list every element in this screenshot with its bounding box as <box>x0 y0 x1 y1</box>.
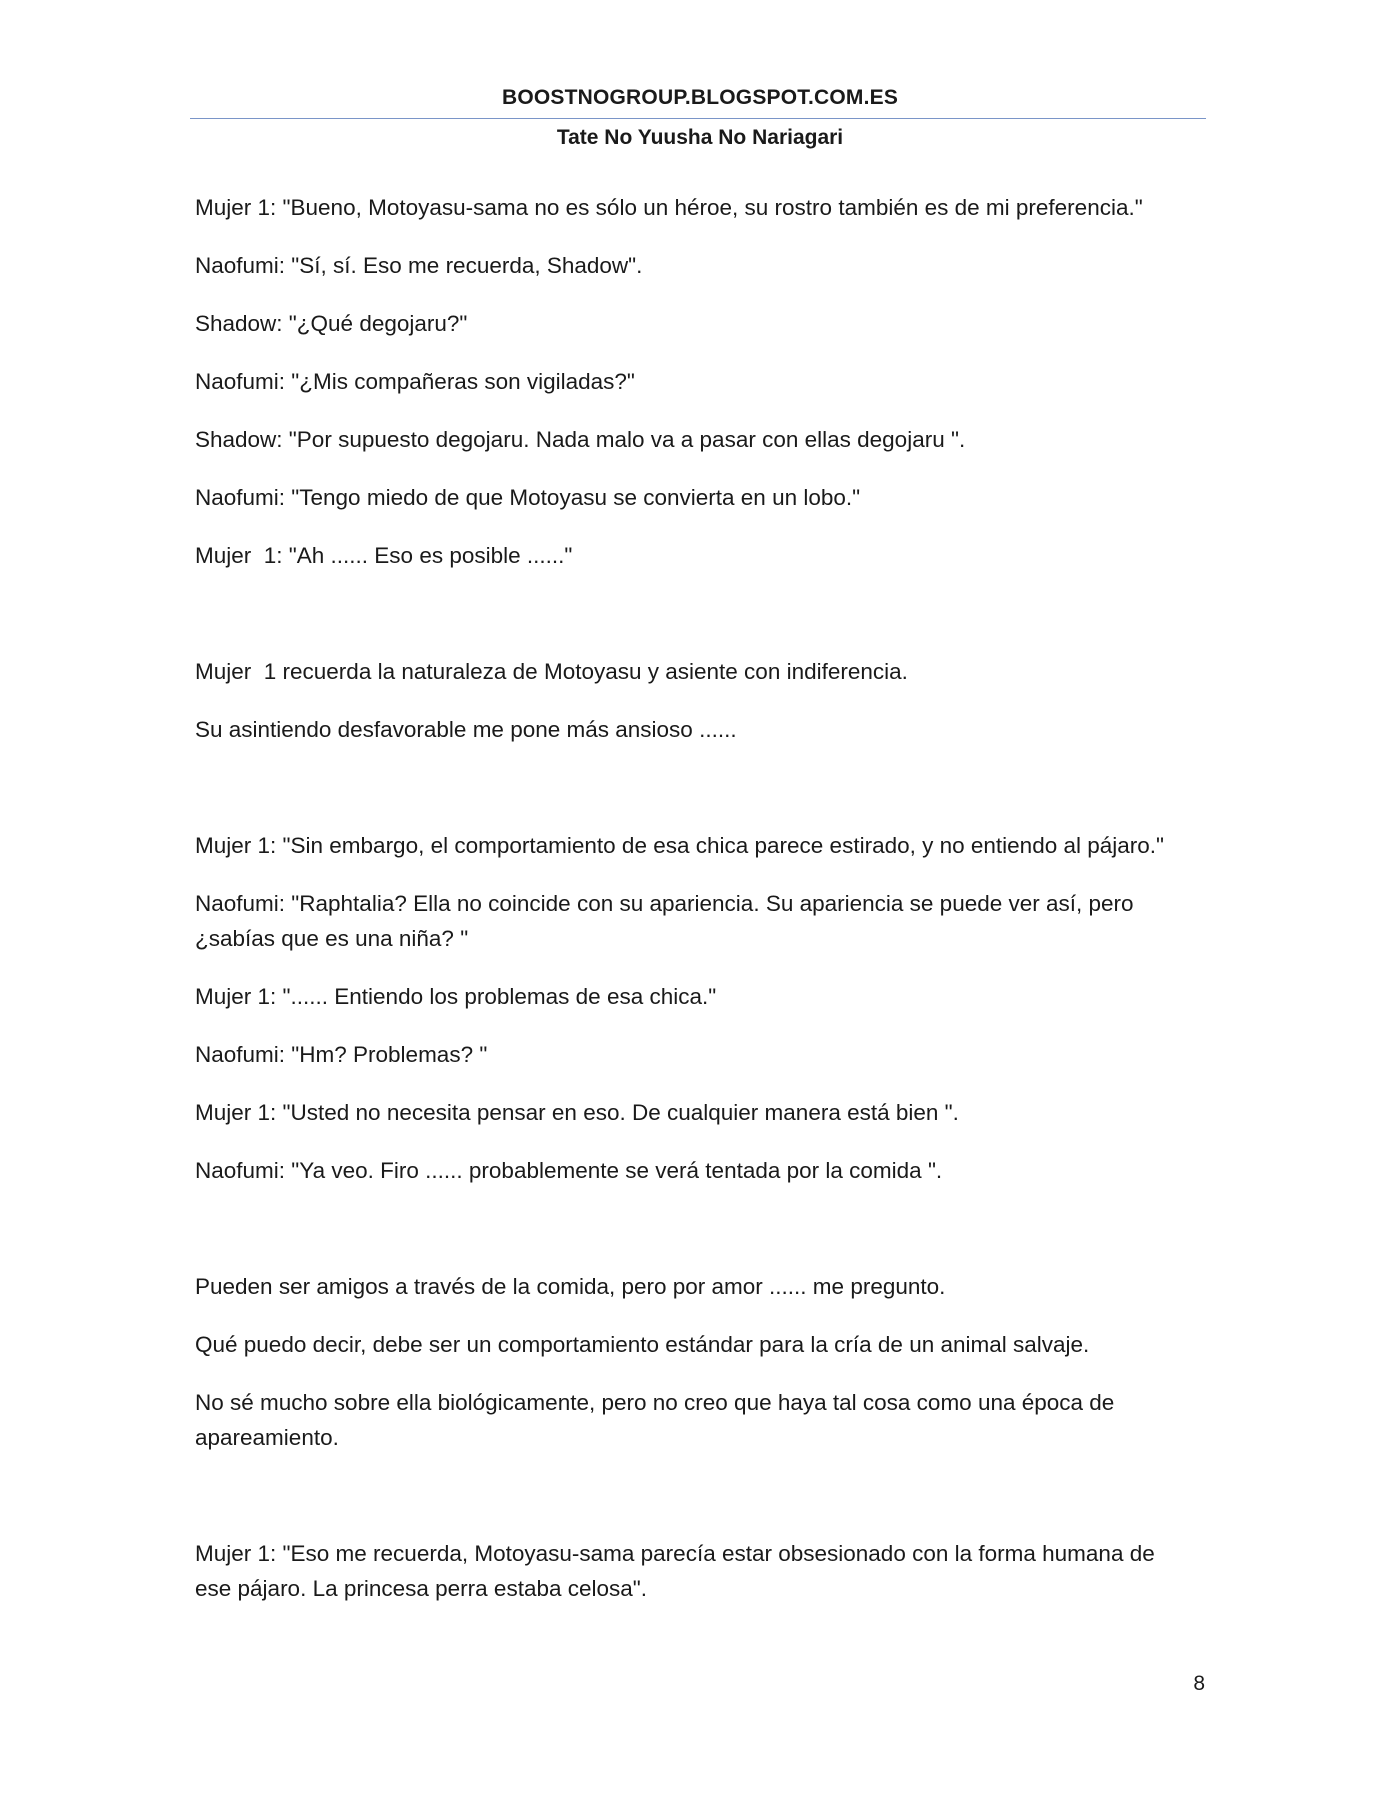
paragraph: Mujer 1: "Sin embargo, el comportamiento de esa chica parece estirado, y no entiendo al pájaro." <box>195 833 1165 858</box>
header-divider <box>190 118 1206 119</box>
paragraph: Naofumi: "Ya veo. Firo ...... probablemente se verá tentada por la comida ". <box>195 1158 943 1183</box>
page-number: 8 <box>1193 1672 1205 1695</box>
paragraph: Naofumi: "Raphtalia? Ella no coincide con su apariencia. Su apariencia se puede ver así, pero ¿sabías que es una niña? " <box>195 891 1140 951</box>
paragraph: Mujer 1 recuerda la naturaleza de Motoyasu y asiente con indiferencia. <box>195 659 908 684</box>
section-gap <box>195 1211 1215 1269</box>
paragraph: Mujer 1: "...... Entiendo los problemas de esa chica." <box>195 984 717 1009</box>
document-body <box>195 190 1215 1629</box>
paragraph: Pueden ser amigos a través de la comida, pero por amor ...... me pregunto. <box>195 1274 946 1299</box>
section-gap <box>195 1478 1215 1536</box>
paragraph: No sé mucho sobre ella biológicamente, pero no creo que haya tal cosa como una época de apareamiento. <box>195 1390 1121 1450</box>
section-gap <box>195 596 1215 654</box>
section-gap <box>195 770 1215 828</box>
paragraph: Mujer 1: "Bueno, Motoyasu-sama no es sólo un héroe, su rostro también es de mi preferencia." <box>195 195 1143 220</box>
paragraph: Mujer 1: "Ah ...... Eso es posible ......" <box>195 543 573 568</box>
paragraph: Mujer 1: "Usted no necesita pensar en eso. De cualquier manera está bien ". <box>195 1100 959 1125</box>
paragraph: Su asintiendo desfavorable me pone más ansioso ...... <box>195 717 737 742</box>
paragraph: Shadow: "Por supuesto degojaru. Nada malo va a pasar con ellas degojaru ". <box>195 427 966 452</box>
paragraph: Shadow: "¿Qué degojaru?" <box>195 311 468 336</box>
paragraph: Naofumi: "¿Mis compañeras son vigiladas?" <box>195 369 635 394</box>
header-title: Tate No Yuusha No Nariagari <box>556 126 844 149</box>
paragraph: Naofumi: "Tengo miedo de que Motoyasu se convierta en un lobo." <box>195 485 861 510</box>
paragraph: Naofumi: "Hm? Problemas? " <box>195 1042 488 1067</box>
header-site-name: BOOSTNOGROUP.BLOGSPOT.COM.ES <box>501 86 899 109</box>
paragraph: Qué puedo decir, debe ser un comportamiento estándar para la cría de un animal salvaje. <box>195 1332 1090 1357</box>
paragraph: Naofumi: "Sí, sí. Eso me recuerda, Shadow". <box>195 253 643 278</box>
paragraph: Mujer 1: "Eso me recuerda, Motoyasu-sama parecía estar obsesionado con la forma humana de ese pájaro. La princesa perra estaba celosa". <box>195 1541 1161 1601</box>
